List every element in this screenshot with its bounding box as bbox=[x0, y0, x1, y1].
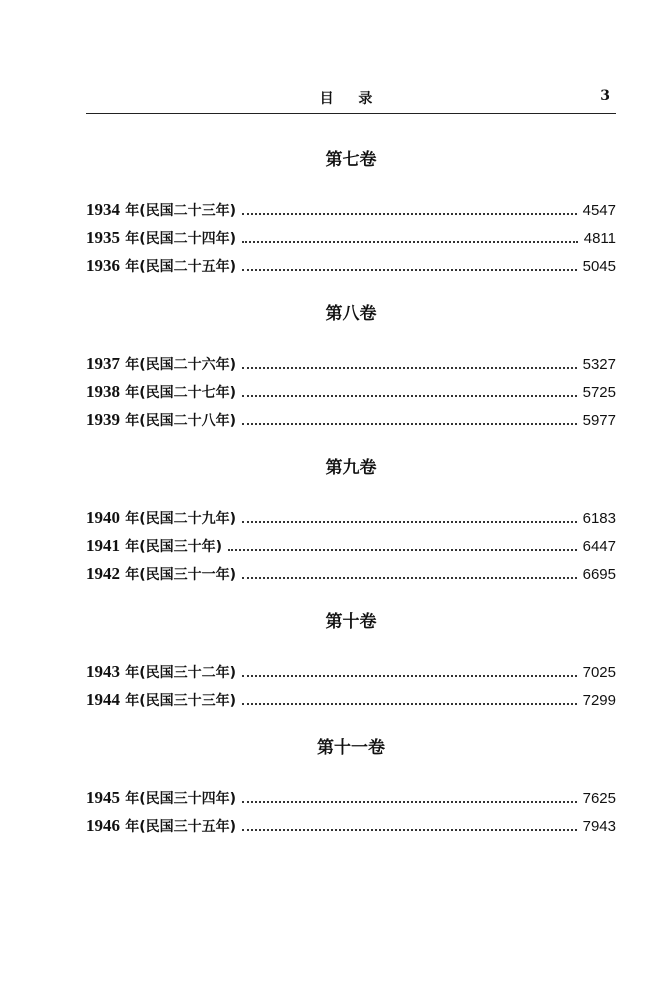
toc-entry-year: 1944 bbox=[86, 690, 120, 709]
toc-entry[interactable] bbox=[86, 224, 616, 252]
toc-entry[interactable] bbox=[86, 532, 616, 560]
dot-leader bbox=[242, 241, 578, 243]
toc-entry-label bbox=[86, 812, 236, 841]
toc-entry-page: 5327 bbox=[582, 356, 616, 373]
toc-entry-label bbox=[86, 196, 236, 225]
header-rule bbox=[86, 113, 616, 114]
dot-leader bbox=[242, 423, 577, 425]
toc-entry-page: 7299 bbox=[582, 692, 616, 709]
dot-leader bbox=[228, 549, 577, 551]
toc-entry[interactable] bbox=[86, 252, 616, 280]
toc-entry[interactable] bbox=[86, 686, 616, 714]
dot-leader bbox=[242, 801, 577, 803]
running-header bbox=[86, 88, 616, 110]
toc-entry-year: 1935 bbox=[86, 228, 120, 247]
toc-entry[interactable] bbox=[86, 406, 616, 434]
toc-entry-page: 4811 bbox=[583, 230, 616, 247]
toc-entry-page: 7943 bbox=[582, 818, 616, 835]
dot-leader bbox=[242, 269, 577, 271]
dot-leader bbox=[242, 577, 577, 579]
toc-entry-year: 1936 bbox=[86, 256, 120, 275]
volume-section bbox=[86, 600, 616, 714]
volume-heading: 第十卷 bbox=[325, 612, 377, 632]
toc-entry-era: 年(民国二十四年) bbox=[125, 231, 237, 247]
dot-leader bbox=[242, 675, 577, 677]
toc-entry[interactable] bbox=[86, 378, 616, 406]
toc-entry-era: 年(民国三十四年) bbox=[125, 791, 237, 807]
toc-entry-era: 年(民国二十五年) bbox=[125, 259, 237, 275]
toc-entry-year: 1946 bbox=[86, 816, 120, 835]
toc-entry-year: 1934 bbox=[86, 200, 120, 219]
toc-entry-era: 年(民国三十一年) bbox=[125, 567, 237, 583]
toc-entry-era: 年(民国三十年) bbox=[125, 539, 223, 555]
toc-entry-label bbox=[86, 532, 222, 561]
volume-section bbox=[86, 292, 616, 434]
toc-entry-year: 1940 bbox=[86, 508, 120, 527]
toc-entry-era: 年(民国二十六年) bbox=[125, 357, 237, 373]
toc-entry-label bbox=[86, 350, 236, 379]
table-of-contents bbox=[86, 138, 616, 840]
toc-entry-era: 年(民国二十八年) bbox=[125, 413, 237, 429]
toc-entry-era: 年(民国三十三年) bbox=[125, 693, 237, 709]
toc-entry-label bbox=[86, 686, 236, 715]
toc-entry-label bbox=[86, 784, 236, 813]
toc-entry-page: 6695 bbox=[582, 566, 616, 583]
dot-leader bbox=[242, 703, 577, 705]
toc-entry-label bbox=[86, 224, 236, 253]
toc-entry[interactable] bbox=[86, 504, 616, 532]
page-number: 3 bbox=[600, 88, 610, 104]
toc-entry-era: 年(民国三十二年) bbox=[125, 665, 237, 681]
running-title: 目 录 bbox=[319, 91, 383, 107]
toc-entry-era: 年(民国二十九年) bbox=[125, 511, 237, 527]
toc-entry[interactable] bbox=[86, 658, 616, 686]
volume-section bbox=[86, 446, 616, 588]
volume-section bbox=[86, 726, 616, 840]
dot-leader bbox=[242, 213, 577, 215]
volume-heading: 第八卷 bbox=[325, 304, 377, 324]
toc-entry[interactable] bbox=[86, 812, 616, 840]
toc-entry-label bbox=[86, 406, 236, 435]
volume-heading: 第十一卷 bbox=[317, 738, 385, 758]
toc-entry-label bbox=[86, 378, 236, 407]
toc-entry-page: 7625 bbox=[582, 790, 616, 807]
toc-entry-page: 6447 bbox=[582, 538, 616, 555]
toc-entry-year: 1939 bbox=[86, 410, 120, 429]
volume-heading: 第七卷 bbox=[325, 150, 377, 170]
toc-entry[interactable] bbox=[86, 196, 616, 224]
toc-entry-year: 1941 bbox=[86, 536, 120, 555]
toc-entry-label bbox=[86, 252, 236, 281]
toc-entry-year: 1937 bbox=[86, 354, 120, 373]
toc-entry-page: 5725 bbox=[582, 384, 616, 401]
volume-heading: 第九卷 bbox=[325, 458, 377, 478]
toc-entry-year: 1943 bbox=[86, 662, 120, 681]
toc-entry-label bbox=[86, 504, 236, 533]
toc-entry[interactable] bbox=[86, 350, 616, 378]
toc-entry-page: 5977 bbox=[582, 412, 616, 429]
toc-entry-page: 7025 bbox=[582, 664, 616, 681]
dot-leader bbox=[242, 395, 577, 397]
dot-leader bbox=[242, 829, 577, 831]
volume-section bbox=[86, 138, 616, 280]
toc-entry-page: 5045 bbox=[582, 258, 616, 275]
toc-entry-era: 年(民国二十七年) bbox=[125, 385, 237, 401]
dot-leader bbox=[242, 367, 577, 369]
toc-entry-year: 1942 bbox=[86, 564, 120, 583]
toc-entry[interactable] bbox=[86, 784, 616, 812]
toc-entry-label bbox=[86, 560, 236, 589]
toc-entry-era: 年(民国三十五年) bbox=[125, 819, 237, 835]
toc-entry-era: 年(民国二十三年) bbox=[125, 203, 237, 219]
dot-leader bbox=[242, 521, 577, 523]
toc-entry-label bbox=[86, 658, 236, 687]
toc-entry-page: 6183 bbox=[582, 510, 616, 527]
toc-entry-year: 1945 bbox=[86, 788, 120, 807]
toc-entry[interactable] bbox=[86, 560, 616, 588]
toc-entry-page: 4547 bbox=[582, 202, 616, 219]
toc-entry-year: 1938 bbox=[86, 382, 120, 401]
